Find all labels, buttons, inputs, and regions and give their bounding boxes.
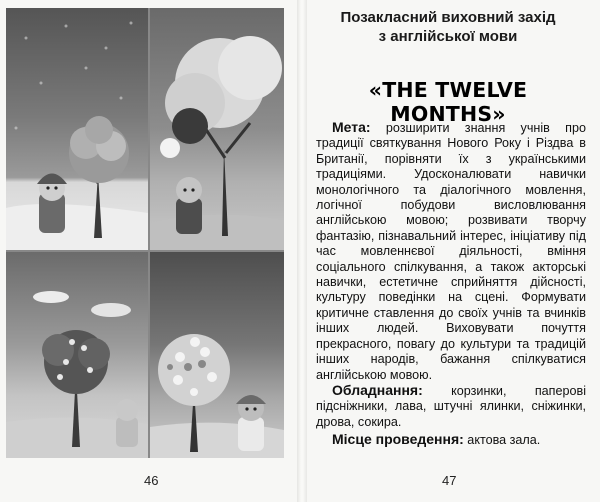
event-description — [316, 120, 586, 449]
book-gutter — [297, 0, 307, 502]
equipment-text: корзинки, паперові підсніжники, лава, штучні ялинки, сніжинки, дрова, сокира. — [316, 383, 586, 429]
event-title: «THE TWELVE MONTHS» — [368, 78, 528, 126]
subtitle-line-2: з англійської мови — [378, 28, 518, 45]
location-paragraph — [316, 432, 586, 448]
goal-paragraph — [316, 120, 586, 383]
autumn-scene — [150, 252, 284, 458]
subtitle-line-1: Позакласний виховний захід — [340, 9, 556, 26]
summer-panel — [6, 252, 148, 458]
page-number-right: 47 — [442, 473, 457, 488]
winter-panel — [6, 8, 148, 250]
goal-text: розширити знання учнів про традиції святкування Нового Року і Різдва в Британії, порівняти їх з українськими традиціями. Удосконалювати навички монологічного та діалогічного мовлення, логічної побудови висловлювання англійською мовою; розвивати творчу фантазію, пізнавальний інтерес, ініціативу під час мовленнєвої діяльності, вміння соціального спілкування, а також акторські навички, естетичне сприйняття дійсності, культуру поведінки на сцені. Формувати критичне ставлення до своїх учнів та вчинків інших людей. Виховувати почуття прекрасного, повагу до культури та традицій інших народів, бажання спілкуватися англійською мовою. — [316, 121, 586, 382]
spring-scene — [150, 8, 284, 250]
winter-scene — [6, 8, 148, 250]
location-text: актова зала. — [463, 433, 541, 448]
event-subtitle — [313, 8, 583, 46]
location-label: Місце проведення: — [332, 431, 464, 448]
spring-panel — [150, 8, 284, 250]
equipment-label: Обладнання: — [332, 381, 423, 398]
seasons-illustration — [6, 8, 284, 458]
equipment-paragraph — [316, 383, 586, 430]
summer-scene — [6, 252, 148, 458]
page-number-left: 46 — [144, 473, 159, 488]
goal-label: Мета: — [332, 119, 371, 135]
autumn-panel — [150, 252, 284, 458]
